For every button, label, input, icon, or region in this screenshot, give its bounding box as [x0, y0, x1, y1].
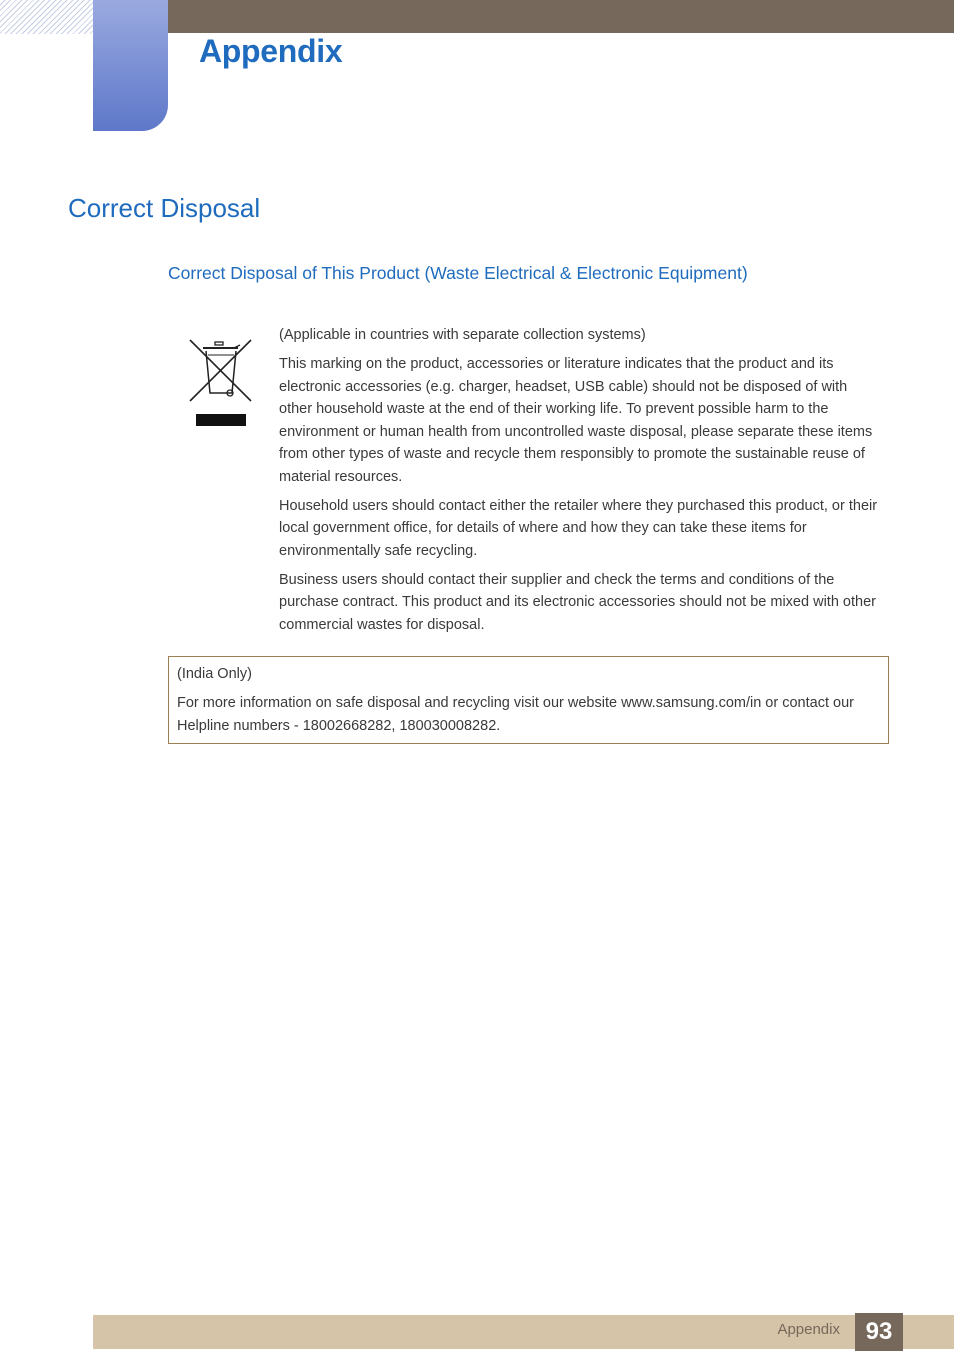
paragraph-applicability: (Applicable in countries with separate collection systems) — [279, 327, 646, 343]
header-hatch-decoration — [0, 0, 93, 34]
paragraph-business-users: Business users should contact their supplier and check the terms and conditions of the purchase contract. This product and its electronic accessories should not be mixed with other commercial wastes for disposal. — [279, 571, 876, 633]
page-number: 93 — [855, 1313, 903, 1351]
footer-label: Appendix — [777, 1321, 840, 1338]
weee-crossed-out-bin-icon — [188, 338, 254, 428]
chapter-tab — [93, 0, 168, 131]
note-heading: (India Only) — [177, 666, 252, 682]
india-note-box — [168, 656, 889, 744]
note-text: For more information on safe disposal and recycling visit our website www.samsung.com/in or contact our Helpline numbers - 18002668282, 180030008282. — [177, 695, 854, 734]
disposal-body — [279, 324, 881, 643]
paragraph-household-users: Household users should contact either the retailer where they purchased this product, or their local government office, for details of where and how they can take these items for environmentally safe recycling. — [279, 497, 878, 559]
chapter-title: Appendix — [199, 33, 343, 69]
paragraph-marking: This marking on the product, accessories or literature indicates that the product and its electronic accessories (e.g. charger, headset, USB cable) should not be disposed of with other household waste at the end of their working life. To prevent possible harm to the environment or human health from uncontrolled waste disposal, please separate these items from other types of waste and recycle them responsibly to promote the sustainable reuse of material resources. — [279, 356, 873, 485]
section-title: Correct Disposal — [68, 193, 261, 223]
subsection-title: Correct Disposal of This Product (Waste Electrical & Electronic Equipment) — [168, 263, 748, 283]
header-bar — [168, 0, 954, 33]
